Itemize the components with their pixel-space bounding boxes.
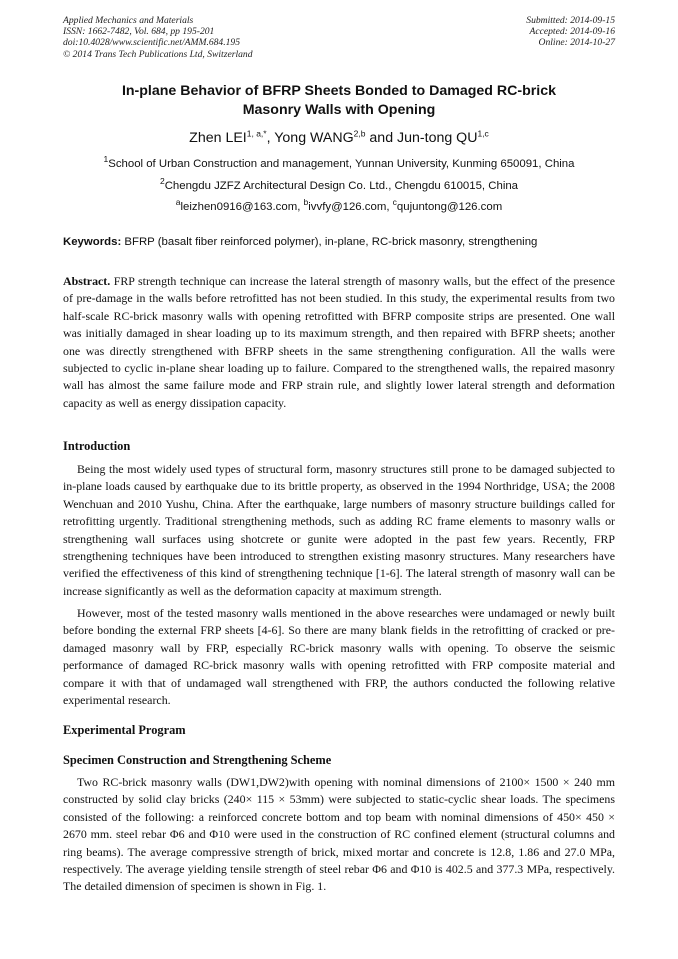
- author-1: Zhen LEI: [189, 130, 247, 146]
- author-separator: and: [365, 130, 398, 146]
- keywords-text: BFRP (basalt fiber reinforced polymer), in-plane, RC-brick masonry, strengthening: [121, 236, 538, 248]
- copyright-line: © 2014 Trans Tech Publications Ltd, Switzerland: [63, 48, 253, 60]
- author-separator: ,: [266, 130, 275, 146]
- specimen-paragraph: Two RC-brick masonry walls (DW1,DW2)with opening with nominal dimensions of 2100× 1500 × 240 mm constructed by solid clay bricks (240× 115 × 53mm) were subjected to static-cyclic shear loads. The specimens consisted of the following: a reinforced concrete bottom and top beam with nominal dimensions of 450× 450 × 2670 mm. steel rebar Φ6 and Φ10 were used in the construction of RC confined element (structural columns and ring beams). The average compressive strength of brick, mixed mortar and concrete is 12.8, 1.86 and 27.0 MPa, respectively. The average yielding tensile strength of steel rebar Φ6 and Φ10 is 402.5 and 377.3 MPa, respectively. The detailed dimension of specimen is shown in Fig. 1.: [63, 775, 615, 894]
- author-1-affiliation: 1, a,*: [246, 128, 267, 139]
- email-b: ivvfy@126.com,: [308, 201, 393, 213]
- author-3: Jun-tong QU: [397, 130, 478, 146]
- author-2-affiliation: 2,b: [353, 128, 366, 139]
- introduction-paragraph-1: Being the most widely used types of structural form, masonry structures still prone to be damaged subjected to in-plane loads caused by earthquake due to its brittle property, as observed in the 1994 Northridge, USA; the 2008 Wenchuan and 2010 Yushu, China. After the earthquake, large numbers of masonry structure buildings called for retrofitting urgently. Traditional strengthening methods, such as adding RC frame elements to masonry walls or strengthening wall surfaces using shotcrete or gunite were adopted in the past few years. Recently, FRP strengthening techniques have been introduced to strengthen existing masonry structures. Many researchers have verified the effectiveness of this kind of strengthening technique [1-6]. The lateral strength of masonry wall can be increase significantly as well as the deformation capacity at maximum strength.: [63, 462, 615, 598]
- keywords-label: Keywords:: [63, 236, 122, 248]
- specimen-construction-subheading: Specimen Construction and Strengthening Scheme: [63, 753, 332, 767]
- doi-line: doi:10.4028/www.scientific.net/AMM.684.195: [63, 37, 241, 49]
- title-line-2: Masonry Walls with Opening: [242, 102, 436, 118]
- submitted-date: Submitted: 2014-09-15: [526, 15, 615, 26]
- paper-title: [63, 82, 615, 120]
- affiliation-2: $^2$Chengdu JZFZ Architectural Design Co. Ltd., Chengdu 610015, China: [159, 176, 519, 192]
- issn-line: ISSN: 1662-7482, Vol. 684, pp 195-201: [63, 26, 215, 38]
- author-2: Yong WANG: [274, 130, 354, 146]
- abstract: [63, 273, 615, 412]
- journal-name: Applied Mechanics and Materials: [63, 15, 194, 26]
- title-line-1: In-plane Behavior of BFRP Sheets Bonded to Damaged RC-brick: [121, 83, 557, 99]
- accepted-date: Accepted: 2014-09-16: [529, 26, 615, 38]
- introduction-heading: Introduction: [63, 439, 131, 453]
- email-c: qujuntong@126.com: [396, 201, 503, 213]
- keywords: [63, 235, 615, 249]
- author-emails: $^a$leizhen0916@163.com, $^b$ivvfy@126.com, $^c$qujuntong@126.com: [175, 197, 503, 213]
- author-list: [63, 128, 615, 148]
- introduction-paragraph-2: However, most of the tested masonry walls mentioned in the above researches were undamaged or newly built before bonding the external FRP sheets [4-6]. So there are many blank fields in the retrofitting of cracked or pre-damaged masonry wall by FRP, especially RC-brick masonry walls with opening. To observe the seismic performance of damaged RC-brick masonry walls with opening retrofitted with FRP composite material and compare it with that of undamaged wall strengthened with FRP, the authors conducted the following relative experimental research.: [63, 606, 615, 708]
- affiliation-1: $^1$School of Urban Construction and management, Yunnan University, Kunming 650091, China: [103, 154, 575, 170]
- journal-info: [63, 15, 253, 60]
- email-a: leizhen0916@163.com,: [180, 201, 304, 213]
- abstract-text: FRP strength technique can increase the lateral strength of masonry walls, but the effect of the presence of pre-damage in the walls before retrofitted has not been studied. In this study, the experimental results from two half-scale RC-brick masonry walls with opening retrofitted with BFRP composite strips are presented. One wall was initially damaged in shear loading up to its maximum strength, and then repaired with BFRP sheets; another one was directly strengthened with BFRP sheets in the same strengthening configuration. All the walls were subjected to cyclic in-plane shear loading up to failure. Compared to the strengthened walls, the repaired masonry wall has almost the same failure mode and FRP strain rule, and slightly lower lateral strength and deformation capacity as well as energy dissipation capacity.: [63, 274, 615, 410]
- submission-dates: [526, 15, 615, 49]
- experimental-program-heading: Experimental Program: [63, 723, 186, 737]
- author-3-affiliation: 1,c: [477, 128, 489, 139]
- abstract-label: Abstract.: [63, 274, 111, 288]
- online-date: Online: 2014-10-27: [538, 37, 615, 49]
